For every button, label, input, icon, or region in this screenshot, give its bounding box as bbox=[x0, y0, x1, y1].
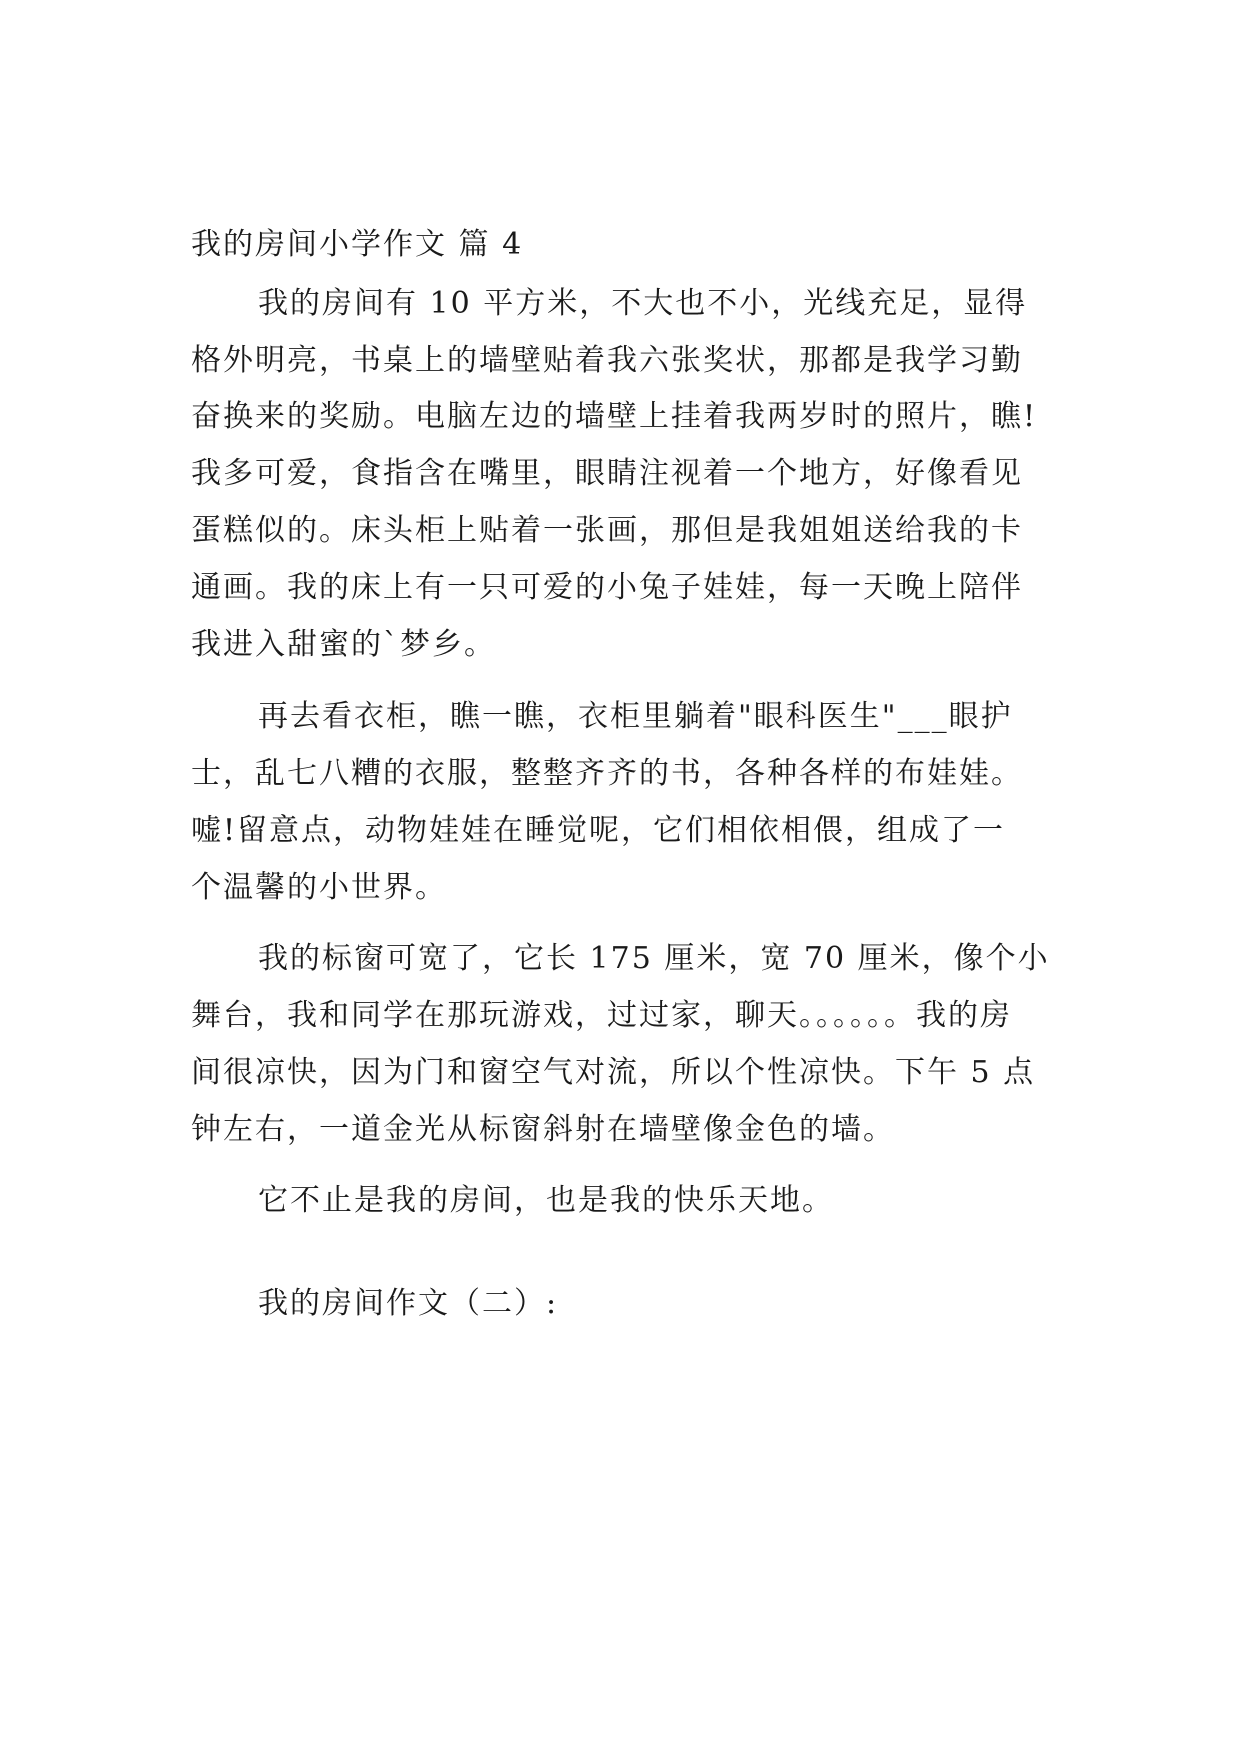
paragraph-line: 再去看衣柜，瞧一瞧，衣柜里躺着"眼科医生"___眼护 bbox=[258, 699, 1013, 734]
paragraph-line: 通画。我的床上有一只可爱的小兔子娃娃，每一天晚上陪伴 bbox=[191, 570, 1023, 605]
paragraph-line: 格外明亮，书桌上的墙壁贴着我六张奖状，那都是我学习勤 bbox=[191, 343, 1023, 378]
paragraph-line: 我的标窗可宽了，它长 175 厘米，宽 70 厘米，像个小 bbox=[258, 941, 1050, 976]
paragraph-line: 蛋糕似的。床头柜上贴着一张画，那但是我姐姐送给我的卡 bbox=[191, 513, 1023, 548]
paragraph-line: 钟左右，一道金光从标窗斜射在墙壁像金色的墙。 bbox=[191, 1112, 895, 1147]
paragraph-line: 它不止是我的房间，也是我的快乐天地。 bbox=[258, 1183, 834, 1218]
paragraph-line: 间很凉快，因为门和窗空气对流，所以个性凉快。下午 5 点 bbox=[191, 1055, 1036, 1090]
paragraph-line: 嘘!留意点，动物娃娃在睡觉呢，它们相依相偎，组成了一 bbox=[191, 813, 1006, 848]
section-heading: 我的房间作文（二）: bbox=[258, 1286, 559, 1321]
paragraph-line: 舞台，我和同学在那玩游戏，过过家，聊天。。。。。。我的房 bbox=[191, 998, 1012, 1033]
paragraph-line: 我的房间有 10 平方米，不大也不小，光线充足，显得 bbox=[258, 286, 1028, 321]
paragraph-line: 我进入甜蜜的`梦乡。 bbox=[191, 627, 496, 662]
paragraph-line: 我多可爱，食指含在嘴里，眼睛注视着一个地方，好像看见 bbox=[191, 456, 1023, 491]
paragraph-line: 奋换来的奖励。电脑左边的墙壁上挂着我两岁时的照片，瞧! bbox=[191, 399, 1038, 434]
paragraph-line: 士，乱七八糟的衣服，整整齐齐的书，各种各样的布娃娃。 bbox=[191, 756, 1023, 791]
paragraph-line: 个温馨的小世界。 bbox=[191, 870, 447, 905]
document-heading: 我的房间小学作文 篇 4 bbox=[191, 227, 524, 262]
